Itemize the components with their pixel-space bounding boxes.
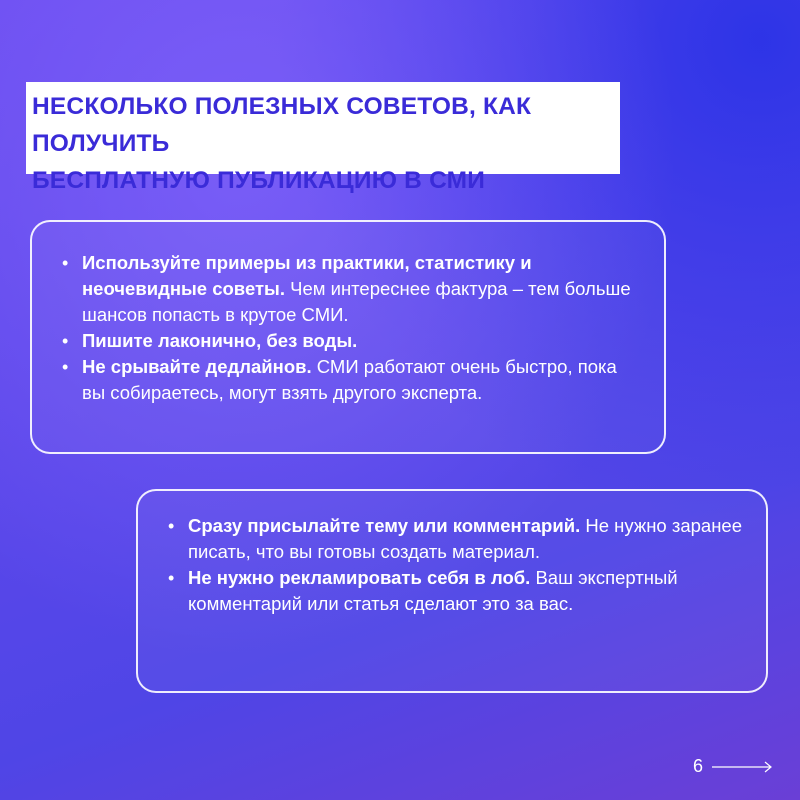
bullet-icon: •	[62, 331, 69, 351]
tip-bold: Сразу присылайте тему или комментарий.	[188, 515, 581, 536]
tip-bold: Пишите лаконично, без воды.	[82, 330, 358, 351]
page-number: 6	[693, 756, 704, 776]
tip-text: Не нужно заранее писать, что вы готовы создать материал.	[188, 515, 743, 562]
list-item	[60, 354, 640, 406]
bullet-icon: •	[62, 357, 69, 377]
page-title	[32, 88, 614, 199]
tip-text: Ваш экспертный комментарий или статья сделают это за вас.	[188, 567, 678, 614]
tips-card-1	[30, 220, 666, 454]
list-item	[166, 513, 742, 565]
list-item	[60, 328, 640, 354]
tips-list-2	[166, 513, 742, 617]
tip-text: Чем интереснее фактура – тем больше шансов попасть в крутое СМИ.	[82, 278, 631, 325]
title-banner	[26, 82, 620, 194]
title-line-2: БЕСПЛАТНУЮ ПУБЛИКАЦИЮ В СМИ	[32, 167, 486, 194]
list-item	[60, 250, 640, 328]
tips-card-2	[136, 489, 768, 693]
arrow-right-icon[interactable]	[710, 758, 774, 776]
tip-bold: Не нужно рекламировать себя в лоб.	[188, 567, 531, 588]
bullet-icon: •	[168, 516, 175, 536]
bullet-icon: •	[62, 253, 69, 273]
title-line-1: НЕСКОЛЬКО ПОЛЕЗНЫХ СОВЕТОВ, КАК ПОЛУЧИТЬ	[32, 93, 532, 157]
bullet-icon: •	[168, 568, 175, 588]
tip-text: СМИ работают очень быстро, пока вы собираетесь, могут взять другого эксперта.	[82, 356, 617, 403]
tip-bold: Используйте примеры из практики, статистику и неочевидные советы.	[82, 252, 532, 299]
tip-bold: Не срывайте дедлайнов.	[82, 356, 312, 377]
tips-list-1	[60, 250, 640, 406]
list-item	[166, 565, 742, 617]
